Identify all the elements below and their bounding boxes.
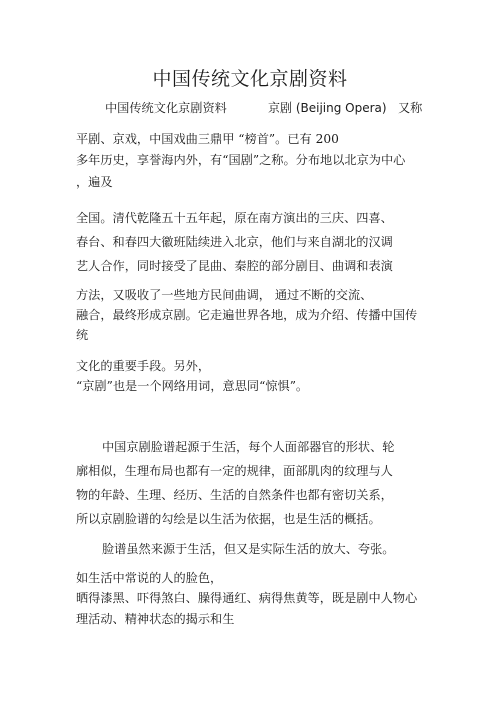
body-line: 全国。清代乾隆五十五年起，原在南方演出的三庆、四喜、 [76,211,393,225]
body-line: 廓相似，生理布局也都有一定的规律，面部肌肉的纹理与人 [76,464,393,478]
body-line: 脸谱虽然来源于生活，但又是实际生活的放大、夸张。 [102,542,395,556]
body-line: 理活动、精神状态的揭示和生 [76,612,235,626]
body-line: 春台、和春四大徽班陆续进入北京，他们与来自湖北的汉调 [76,235,393,249]
body-line: ，遍及 [76,175,113,189]
subtitle-part-3: 又称 [398,101,423,115]
body-line: 文化的重要手段。另外， [76,359,211,373]
body-line: 多年历史，享誉海内外，有“国剧”之称。分布地以北京为中心 [76,153,406,167]
body-line: 中国京剧脸谱起源于生活，每个人面部器官的形状、轮 [102,440,395,454]
body-line: 统 [76,328,89,342]
body-line: 所以京剧脸谱的勾绘是以生活为依据，也是生活的概括。 [76,512,381,526]
page-title: 中国传统文化京剧资料 [152,68,348,90]
body-line: 物的年龄、生理、经历、生活的自然条件也都有密切关系， [76,488,393,502]
body-line: 方法，又吸收了一些地方民间曲调， 通过不断的交流、 [76,288,373,302]
body-line: 晒得漆黑、吓得煞白、臊得通红、病得焦黄等，既是剧中人物心 [76,591,418,605]
body-line: “京剧”也是一个网络用词，意思同“惊惧”。 [76,379,309,393]
body-line: 融合，最终形成京剧。它走遍世界各地，成为介绍、传播中国传 [76,308,418,322]
body-line: 平剧、京戏，中国戏曲三鼎甲 “榜首”。已有 200 [76,132,339,146]
subtitle-part-1: 中国传统文化京剧资料 [105,101,227,115]
body-line: 如生活中常说的人的脸色， [76,571,223,585]
subtitle-part-2: 京剧 (Beijing Opera) [268,101,387,115]
body-line: 艺人合作，同时接受了昆曲、秦腔的部分剧目、曲调和表演 [76,259,393,273]
